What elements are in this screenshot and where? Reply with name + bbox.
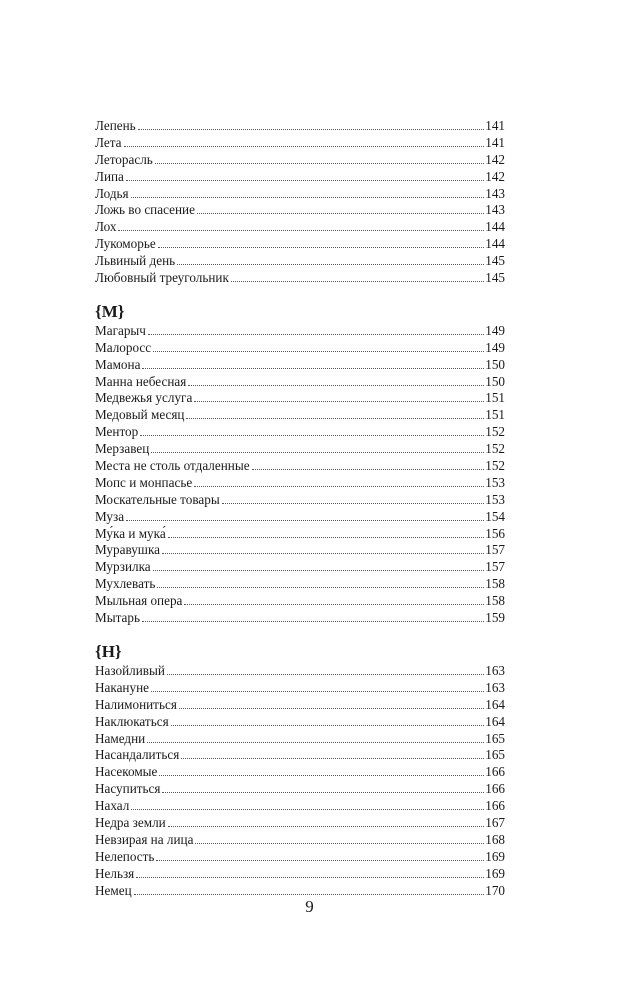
entry-title: Мопс и монпасье [95, 474, 193, 490]
entry-title: Ментор [95, 424, 139, 440]
table-of-contents [95, 118, 505, 899]
toc-entry [95, 866, 505, 883]
entry-title: Мамона [95, 356, 141, 372]
entry-title: Насекомые [95, 764, 158, 780]
toc-entry [95, 169, 505, 186]
toc-entry [95, 135, 505, 152]
toc-entry [95, 323, 505, 340]
toc-entry [95, 832, 505, 849]
toc-entry [95, 714, 505, 731]
toc-entry [95, 610, 505, 627]
entry-title: Насандалиться [95, 747, 180, 763]
entry-title: Мерзавец [95, 441, 150, 457]
toc-entry [95, 236, 505, 253]
toc-entry [95, 697, 505, 714]
entry-page: 143 [485, 185, 505, 201]
entry-page: 168 [485, 831, 505, 847]
entry-page: 166 [485, 798, 505, 814]
entry-title: Нельзя [95, 865, 135, 881]
entry-page: 165 [485, 747, 505, 763]
toc-entry [95, 731, 505, 748]
toc-entry [95, 576, 505, 593]
dot-leader [162, 553, 484, 554]
toc-entry [95, 475, 505, 492]
dot-leader [151, 691, 484, 692]
entry-page: 145 [485, 253, 505, 269]
entry-page: 144 [485, 219, 505, 235]
entry-page: 153 [485, 474, 505, 490]
toc-entry [95, 270, 505, 287]
dot-leader [222, 503, 485, 504]
entry-page: 152 [485, 441, 505, 457]
dot-leader [136, 877, 484, 878]
entry-title: Мухлевать [95, 576, 156, 592]
toc-entry [95, 764, 505, 781]
toc-entry [95, 118, 505, 135]
section-heading: {М} [95, 301, 125, 321]
toc-entry [95, 663, 505, 680]
dot-leader [167, 674, 484, 675]
entry-page: 142 [485, 151, 505, 167]
entry-title: Лета [95, 134, 122, 150]
dot-leader [158, 247, 485, 248]
toc-entry [95, 458, 505, 475]
entry-title: Недра земли [95, 814, 166, 830]
entry-page: 163 [485, 679, 505, 695]
entry-page: 156 [485, 525, 505, 541]
dot-leader [134, 894, 485, 895]
entry-page: 151 [485, 407, 505, 423]
dot-leader [194, 401, 484, 402]
entry-page: 169 [485, 848, 505, 864]
entry-title: Лодья [95, 185, 129, 201]
entry-title: Лукоморье [95, 236, 156, 252]
dot-leader [148, 334, 484, 335]
toc-entry [95, 815, 505, 832]
entry-title: Намедни [95, 730, 146, 746]
dot-leader [140, 435, 484, 436]
toc-entry [95, 593, 505, 610]
toc-entry [95, 219, 505, 236]
entry-title: Леторасль [95, 151, 153, 167]
entry-page: 159 [485, 610, 505, 626]
dot-leader [131, 809, 484, 810]
toc-entry [95, 509, 505, 526]
dot-leader [231, 281, 484, 282]
dot-leader [142, 621, 484, 622]
toc-entry [95, 357, 505, 374]
entry-title: Магарыч [95, 322, 146, 338]
toc-entry [95, 492, 505, 509]
entry-title: Манна небесная [95, 373, 187, 389]
dot-leader [153, 570, 485, 571]
entry-page: 169 [485, 865, 505, 881]
entry-page: 157 [485, 559, 505, 575]
toc-entry [95, 680, 505, 697]
dot-leader [184, 604, 484, 605]
entry-title: Липа [95, 168, 124, 184]
toc-entry [95, 374, 505, 391]
entry-title: Налимониться [95, 696, 177, 712]
entry-title: Мыльная опера [95, 593, 183, 609]
dot-leader [159, 775, 484, 776]
toc-section-l [95, 118, 505, 287]
dot-leader [168, 537, 485, 538]
entry-page: 152 [485, 424, 505, 440]
entry-page: 165 [485, 730, 505, 746]
entry-page: 142 [485, 168, 505, 184]
entry-page: 157 [485, 542, 505, 558]
entry-title: Львиный день [95, 253, 176, 269]
dot-leader [177, 264, 484, 265]
toc-entry [95, 542, 505, 559]
entry-title: Немец [95, 882, 132, 898]
entry-page: 152 [485, 458, 505, 474]
toc-entry [95, 186, 505, 203]
entry-title: Мурзилка [95, 559, 151, 575]
toc-section-n [95, 641, 505, 899]
entry-page: 145 [485, 270, 505, 286]
dot-leader [126, 180, 484, 181]
entry-title: Любовный треугольник [95, 270, 229, 286]
entry-title: Накануне [95, 679, 149, 695]
entry-page: 166 [485, 764, 505, 780]
dot-leader [131, 197, 485, 198]
toc-entry [95, 340, 505, 357]
entry-page: 149 [485, 339, 505, 355]
entry-title: Малоросс [95, 339, 152, 355]
toc-entry [95, 253, 505, 270]
dot-leader [153, 351, 484, 352]
toc-entry [95, 798, 505, 815]
dot-leader [151, 452, 484, 453]
entry-page: 164 [485, 696, 505, 712]
toc-entry [95, 747, 505, 764]
dot-leader [171, 725, 485, 726]
entry-page: 170 [485, 882, 505, 898]
entry-page: 158 [485, 593, 505, 609]
entry-title: Наклюкаться [95, 713, 169, 729]
toc-entry [95, 526, 505, 543]
entry-title: Нахал [95, 798, 130, 814]
entry-title: Лепень [95, 118, 136, 133]
entry-page: 150 [485, 373, 505, 389]
entry-page: 167 [485, 814, 505, 830]
dot-leader [124, 146, 485, 147]
dot-leader [147, 742, 484, 743]
dot-leader [252, 469, 485, 470]
entry-title: Муравушка [95, 542, 161, 558]
dot-leader [197, 213, 484, 214]
section-heading: {Н} [95, 641, 122, 661]
toc-entry [95, 390, 505, 407]
dot-leader [138, 129, 485, 130]
dot-leader [195, 843, 484, 844]
entry-title: Медвежья услуга [95, 390, 193, 406]
entry-title: Ложь во спасение [95, 202, 195, 218]
entry-title: Муза [95, 508, 125, 524]
dot-leader [155, 163, 484, 164]
entry-title: Насупиться [95, 781, 161, 797]
entry-page: 166 [485, 781, 505, 797]
entry-page: 143 [485, 202, 505, 218]
dot-leader [168, 826, 485, 827]
dot-leader [186, 418, 484, 419]
entry-title: Места не столь отдаленные [95, 458, 250, 474]
entry-page: 151 [485, 390, 505, 406]
dot-leader [188, 385, 484, 386]
entry-page: 141 [485, 134, 505, 150]
entry-title: Медовый месяц [95, 407, 185, 423]
toc-entry [95, 781, 505, 798]
dot-leader [142, 368, 484, 369]
toc-entry [95, 424, 505, 441]
entry-title: Москательные товары [95, 491, 220, 507]
entry-page: 149 [485, 322, 505, 338]
dot-leader [156, 860, 484, 861]
entry-page: 144 [485, 236, 505, 252]
entry-page: 150 [485, 356, 505, 372]
toc-entry [95, 559, 505, 576]
dot-leader [118, 230, 484, 231]
toc-entry [95, 849, 505, 866]
dot-leader [179, 708, 484, 709]
entry-title: Лох [95, 219, 117, 235]
entry-title: Нелепость [95, 848, 155, 864]
toc-entry [95, 441, 505, 458]
entry-title: Невзирая на лица [95, 831, 194, 847]
entry-title: Му́ка и мука́ [95, 525, 166, 541]
toc-entry [95, 152, 505, 169]
dot-leader [126, 520, 484, 521]
toc-entry [95, 407, 505, 424]
dot-leader [181, 758, 484, 759]
dot-leader [194, 486, 484, 487]
entry-page: 164 [485, 713, 505, 729]
page-number: 9 [305, 897, 314, 916]
entry-page: 154 [485, 508, 505, 524]
toc-section-m [95, 301, 505, 627]
entry-page: 163 [485, 662, 505, 678]
entry-page: 153 [485, 491, 505, 507]
toc-entry [95, 202, 505, 219]
entry-page: 158 [485, 576, 505, 592]
entry-title: Назойливый [95, 662, 165, 678]
entry-title: Мытарь [95, 610, 140, 626]
dot-leader [157, 587, 484, 588]
dot-leader [162, 792, 484, 793]
entry-page: 141 [485, 118, 505, 133]
